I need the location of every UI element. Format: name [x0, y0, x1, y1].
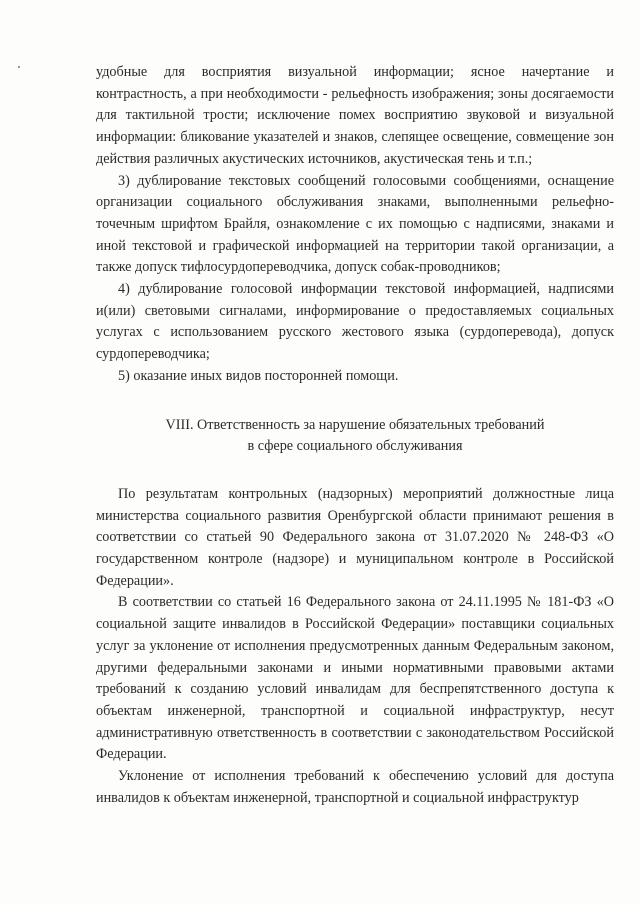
list-item-4: 4) дублирование голосовой информации текстовой информацией, надписями и(или) световыми сигналами, информирование о предоставляемых социальных услугах с использованием русского жестового языка (сурдоперевода), допуск сурдопереводчика; — [96, 281, 614, 363]
section-heading — [96, 415, 614, 458]
continuation-paragraph: удобные для восприятия визуальной информации; ясное начертание и контрастность, а при необходимости - рельефность изображения; зоны досягаемости для тактильной трости; исключение помех восприятию звуковой и визуальной информации: бликование указателей и знаков, слепящее освещение, совмещение зон действия различных акустических источников, акустическая тень и т.п.; — [96, 64, 614, 167]
section-heading-line-2: в сфере социального обслуживания — [247, 438, 463, 455]
scan-speck — [18, 66, 20, 68]
document-body — [96, 62, 614, 810]
paragraph-liability: В соответствии со статьей 16 Федерального закона от 24.11.1995 № 181-ФЗ «О социальной защите инвалидов в Российской Федерации» поставщики социальных услуг за уклонение от исполнения предусмотренных данным Федеральным законом, другими федеральными законами и иными нормативными правовыми актами требований к созданию условий инвалидам для беспрепятственного доступа к объектам инженерной, транспортной и социальной инфраструктур, несут административную ответственность в соответствии с законодательством Российской Федерации. — [96, 594, 614, 763]
paragraph-evasion: Уклонение от исполнения требований к обеспечению условий для доступа инвалидов к объектам инженерной, транспортной и социальной инфраструктур — [96, 768, 614, 806]
list-item-3: 3) дублирование текстовых сообщений голосовыми сообщениями, оснащение организации социального обслуживания знаками, выполненными рельефно-точечным шрифтом Брайля, ознакомление с их помощью с надписями, знаками и иной текстовой и графической информацией на территории такой организации, а также допуск тифлосурдопереводчика, допуск собак-проводников; — [96, 172, 614, 276]
paragraph-decisions: По результатам контрольных (надзорных) мероприятий должностные лица министерства социального развития Оренбургской области принимают решения в соответствии со статьей 90 Федерального закона от 31.07.2020 № 248-ФЗ «О государственном контроле (надзоре) и муниципальном контроле в Российской Федерации». — [96, 485, 614, 589]
section-heading-line-1: VIII. Ответственность за нарушение обязательных требований — [165, 416, 545, 433]
list-item-5: 5) оказание иных видов посторонней помощи. — [118, 367, 399, 384]
